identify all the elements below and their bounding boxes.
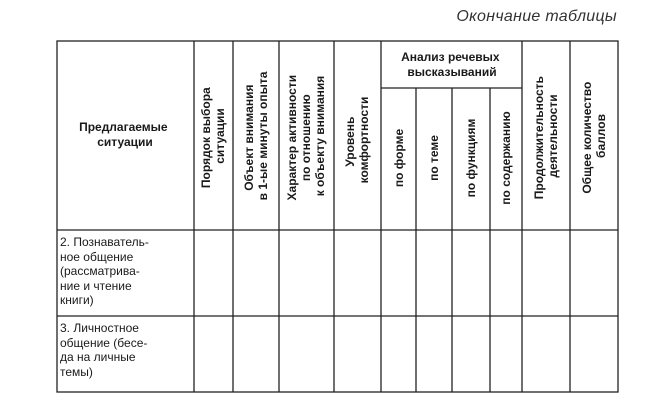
header-attention-object: Объект внимания в 1-ые минуты опыта	[242, 71, 270, 201]
header-speech-analysis: Анализ речевых высказываний	[401, 50, 500, 79]
header-total-score: Общее количество баллов	[580, 81, 608, 194]
header-by-function: по функциям	[464, 118, 478, 198]
table-continuation-caption: Окончание таблицы	[456, 8, 617, 25]
header-by-form: по форме	[392, 128, 406, 188]
header-by-topic: по теме	[427, 135, 441, 181]
header-order: Порядок выбора ситуации	[199, 87, 227, 189]
header-situations: Предлагаемые ситуации	[79, 120, 168, 149]
row-label-cognitive: 2. Познаватель- ное общение (рассматрива- ние и чтение книги)	[60, 235, 149, 307]
header-duration: Продолжительность деятельности	[532, 76, 560, 200]
header-by-content: по содержанию	[499, 111, 513, 205]
header-comfort: Уровень комфортности	[343, 96, 371, 184]
header-activity: Характер активности по отношению к объекту внимания	[285, 74, 327, 201]
row-label-personal: 3. Личностное общение (бесе- да на личные темы)	[60, 321, 148, 379]
